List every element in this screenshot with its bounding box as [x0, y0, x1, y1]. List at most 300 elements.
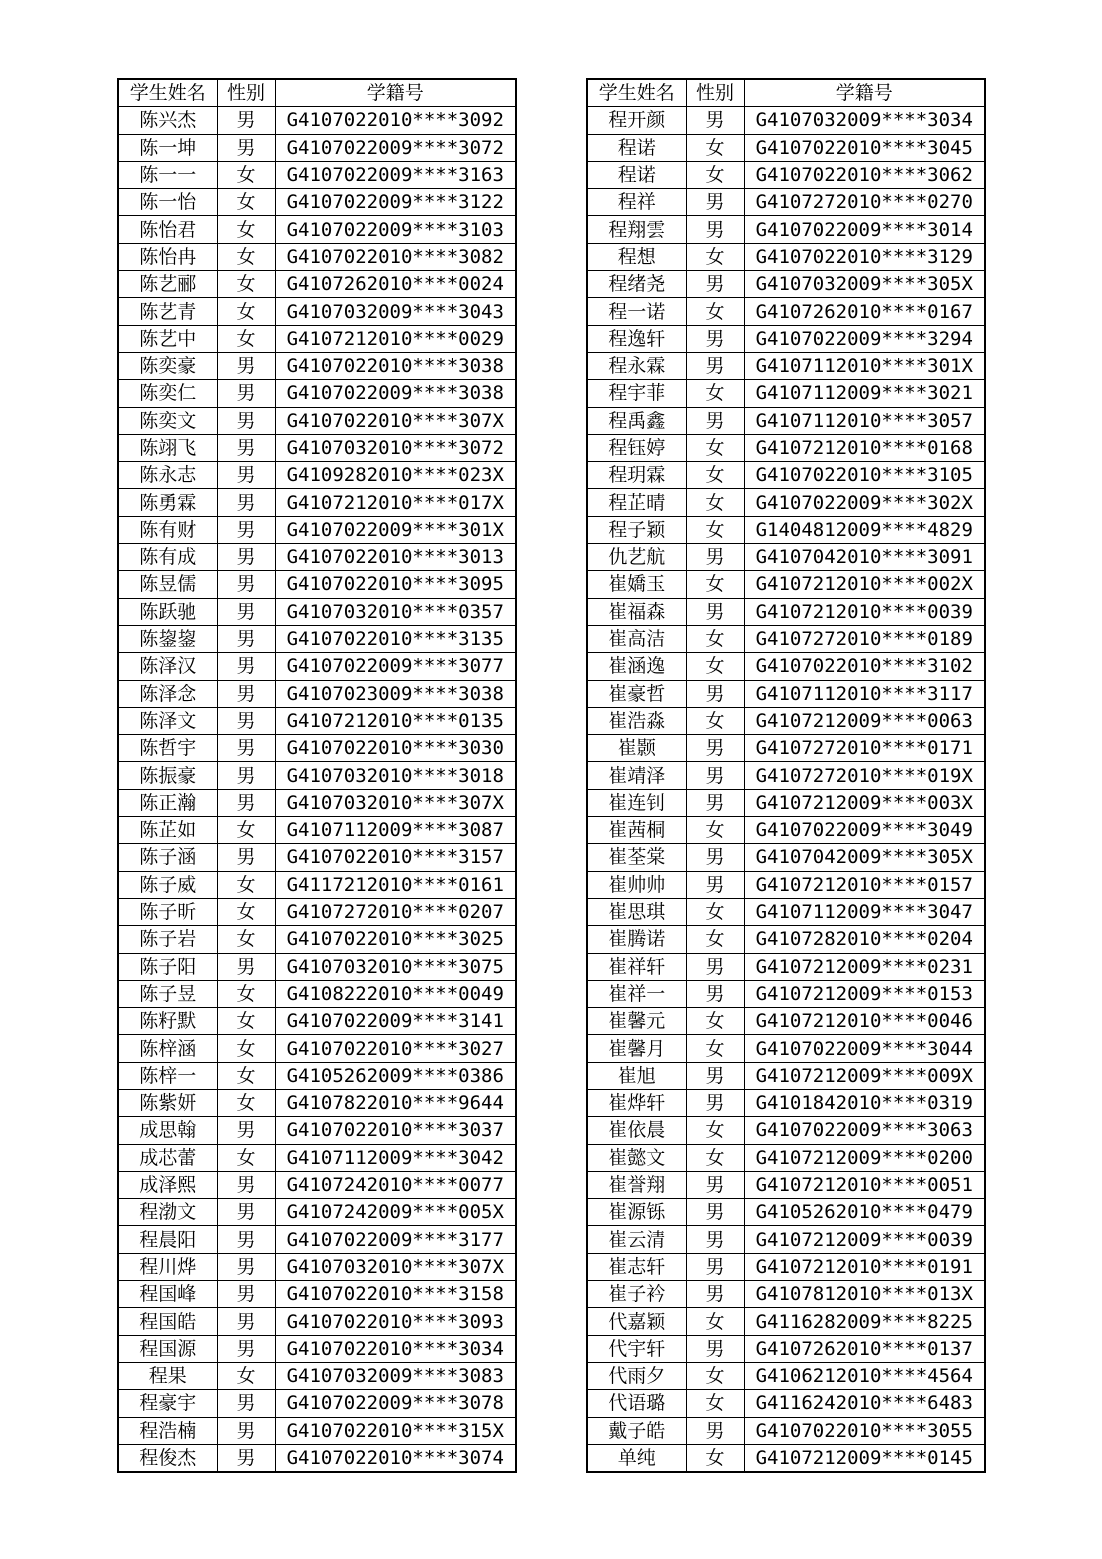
cell-student-name: 崔懿文	[587, 1144, 686, 1171]
table-row	[587, 216, 985, 243]
cell-student-name: 陈勇霖	[118, 489, 217, 516]
cell-student-name: 崔烨轩	[587, 1089, 686, 1116]
table-row	[587, 1089, 985, 1116]
cell-student-name: 崔志轩	[587, 1253, 686, 1280]
cell-gender: 男	[686, 1062, 744, 1089]
cell-student-id: G4107022009****302X	[744, 489, 985, 516]
cell-gender: 女	[686, 462, 744, 489]
cell-student-id: G4107022009****3044	[744, 1035, 985, 1062]
cell-student-id: G4107042009****305X	[744, 844, 985, 871]
cell-gender: 女	[217, 1362, 275, 1389]
table-row	[587, 161, 985, 188]
cell-student-id: G4107212009****0145	[744, 1444, 985, 1472]
cell-student-name: 陈艺青	[118, 298, 217, 325]
table-row	[587, 953, 985, 980]
cell-student-name: 崔高洁	[587, 625, 686, 652]
cell-gender: 男	[686, 1281, 744, 1308]
cell-student-id: G4107022010****3135	[275, 625, 516, 652]
cell-student-name: 陈振豪	[118, 762, 217, 789]
cell-student-name: 代雨夕	[587, 1362, 686, 1389]
cell-student-id: G4107032010****0357	[275, 598, 516, 625]
cell-gender: 女	[686, 926, 744, 953]
cell-student-id: G4107112010****301X	[744, 352, 985, 379]
cell-student-name: 崔浩淼	[587, 707, 686, 734]
cell-student-name: 陈子岩	[118, 926, 217, 953]
cell-student-id: G4107212010****0039	[744, 598, 985, 625]
cell-gender: 男	[217, 1117, 275, 1144]
cell-student-name: 崔源铄	[587, 1199, 686, 1226]
cell-gender: 女	[217, 216, 275, 243]
table-row	[118, 1390, 516, 1417]
cell-student-id: G4107022010****3062	[744, 161, 985, 188]
cell-student-name: 陈一一	[118, 161, 217, 188]
table-row	[118, 434, 516, 461]
cell-student-id: G4107032009****305X	[744, 271, 985, 298]
cell-student-name: 崔帅帅	[587, 871, 686, 898]
cell-student-id: G4107812010****013X	[744, 1281, 985, 1308]
cell-student-name: 崔馨月	[587, 1035, 686, 1062]
table-row	[587, 1362, 985, 1389]
cell-student-name: 陈籽默	[118, 1008, 217, 1035]
table-row	[118, 707, 516, 734]
table-row	[587, 1444, 985, 1472]
cell-student-name: 陈泽文	[118, 707, 217, 734]
table-row	[118, 817, 516, 844]
cell-student-id: G4107212010****0168	[744, 434, 985, 461]
cell-student-name: 程翔雲	[587, 216, 686, 243]
cell-student-name: 陈子阳	[118, 953, 217, 980]
cell-student-id: G4107032009****3083	[275, 1362, 516, 1389]
cell-student-name: 成思翰	[118, 1117, 217, 1144]
cell-student-id: G4107022010****3013	[275, 544, 516, 571]
cell-gender: 男	[217, 1308, 275, 1335]
cell-student-id: G4107022009****3077	[275, 653, 516, 680]
table-row	[118, 926, 516, 953]
table-row	[587, 1171, 985, 1198]
cell-student-name: 陈一怡	[118, 189, 217, 216]
cell-gender: 女	[686, 243, 744, 270]
cell-student-name: 陈梓一	[118, 1062, 217, 1089]
cell-student-id: G4107822010****9644	[275, 1089, 516, 1116]
cell-student-id: G4101842010****0319	[744, 1089, 985, 1116]
table-row	[118, 1144, 516, 1171]
cell-student-name: 程宇菲	[587, 380, 686, 407]
cell-student-name: 程绪尧	[587, 271, 686, 298]
cell-student-id: G4107112010****3117	[744, 680, 985, 707]
table-row	[587, 707, 985, 734]
cell-student-name: 程诺	[587, 134, 686, 161]
cell-gender: 男	[217, 1390, 275, 1417]
cell-gender: 男	[686, 789, 744, 816]
table-row	[118, 298, 516, 325]
table-row	[118, 1308, 516, 1335]
cell-student-id: G4107242010****0077	[275, 1171, 516, 1198]
cell-gender: 女	[217, 243, 275, 270]
cell-student-id: G4107022010****3027	[275, 1035, 516, 1062]
cell-student-name: 陈子涵	[118, 844, 217, 871]
cell-student-id: G4107022010****3045	[744, 134, 985, 161]
table-row	[587, 1390, 985, 1417]
cell-gender: 男	[686, 325, 744, 352]
table-row	[587, 107, 985, 134]
table-row	[118, 352, 516, 379]
cell-gender: 女	[217, 189, 275, 216]
cell-gender: 男	[217, 1226, 275, 1253]
table-row	[118, 407, 516, 434]
cell-student-name: 陈子昕	[118, 898, 217, 925]
cell-student-name: 崔思琪	[587, 898, 686, 925]
cell-student-name: 程川烨	[118, 1253, 217, 1280]
table-row	[587, 926, 985, 953]
cell-gender: 男	[217, 462, 275, 489]
cell-student-id: G4107212010****017X	[275, 489, 516, 516]
table-row	[587, 434, 985, 461]
cell-gender: 男	[217, 653, 275, 680]
table-row	[118, 1253, 516, 1280]
cell-student-name: 崔依晨	[587, 1117, 686, 1144]
cell-student-id: G4107272010****0189	[744, 625, 985, 652]
cell-student-id: G4107212009****0153	[744, 980, 985, 1007]
cell-gender: 男	[217, 1417, 275, 1444]
table-row	[118, 1171, 516, 1198]
table-row	[587, 325, 985, 352]
cell-gender: 女	[217, 980, 275, 1007]
cell-student-id: G4107212010****0157	[744, 871, 985, 898]
table-row	[587, 735, 985, 762]
cell-student-id: G4107272010****0270	[744, 189, 985, 216]
cell-student-id: G4107032010****3075	[275, 953, 516, 980]
cell-student-id: G4107032010****3072	[275, 434, 516, 461]
cell-student-name: 陈泽汉	[118, 653, 217, 680]
cell-gender: 女	[686, 298, 744, 325]
table-row	[587, 1117, 985, 1144]
cell-gender: 女	[217, 1008, 275, 1035]
cell-student-name: 代嘉颖	[587, 1308, 686, 1335]
table-row	[587, 625, 985, 652]
table-row	[118, 789, 516, 816]
cell-student-name: 陈哲宇	[118, 735, 217, 762]
cell-gender: 男	[686, 189, 744, 216]
table-row	[587, 189, 985, 216]
cell-student-name: 崔连钊	[587, 789, 686, 816]
cell-gender: 男	[217, 680, 275, 707]
cell-gender: 男	[686, 1417, 744, 1444]
cell-student-id: G4116242010****6483	[744, 1390, 985, 1417]
cell-student-name: 陈怡冉	[118, 243, 217, 270]
cell-student-name: 陈翊飞	[118, 434, 217, 461]
cell-gender: 女	[217, 271, 275, 298]
table-row	[118, 1062, 516, 1089]
cell-student-name: 陈跃驰	[118, 598, 217, 625]
table-row	[118, 161, 516, 188]
cell-gender: 女	[686, 1117, 744, 1144]
cell-student-id: G4107022010****3158	[275, 1281, 516, 1308]
table-row	[118, 489, 516, 516]
table-row	[118, 380, 516, 407]
cell-gender: 男	[217, 735, 275, 762]
cell-student-name: 程诺	[587, 161, 686, 188]
table-row	[118, 1117, 516, 1144]
cell-student-id: G4109282010****023X	[275, 462, 516, 489]
cell-student-id: G4107022009****3072	[275, 134, 516, 161]
cell-student-name: 程钰婷	[587, 434, 686, 461]
cell-gender: 男	[686, 1226, 744, 1253]
cell-gender: 男	[217, 1281, 275, 1308]
cell-student-name: 代语璐	[587, 1390, 686, 1417]
table-row	[587, 680, 985, 707]
cell-gender: 男	[686, 844, 744, 871]
cell-student-id: G4107022010****3092	[275, 107, 516, 134]
cell-student-id: G4107262010****0024	[275, 271, 516, 298]
cell-gender: 男	[217, 1199, 275, 1226]
cell-student-name: 陈正瀚	[118, 789, 217, 816]
cell-student-id: G4107032010****307X	[275, 789, 516, 816]
cell-student-id: G4107022010****315X	[275, 1417, 516, 1444]
cell-gender: 男	[686, 107, 744, 134]
cell-gender: 男	[217, 352, 275, 379]
table-row	[118, 953, 516, 980]
cell-gender: 男	[686, 1253, 744, 1280]
cell-gender: 女	[686, 571, 744, 598]
cell-gender: 女	[686, 1008, 744, 1035]
cell-student-id: G4107022010****3025	[275, 926, 516, 953]
cell-student-name: 程子颖	[587, 516, 686, 543]
cell-student-id: G4107023009****3038	[275, 680, 516, 707]
cell-student-name: 程禹鑫	[587, 407, 686, 434]
table-row	[118, 735, 516, 762]
cell-gender: 男	[217, 598, 275, 625]
cell-gender: 男	[217, 1335, 275, 1362]
cell-student-id: G4107242009****005X	[275, 1199, 516, 1226]
cell-student-name: 崔腾诺	[587, 926, 686, 953]
header-student-name: 学生姓名	[587, 79, 686, 107]
cell-gender: 女	[686, 707, 744, 734]
cell-gender: 女	[686, 1144, 744, 1171]
cell-student-id: G4107022009****3122	[275, 189, 516, 216]
cell-student-name: 陈奕文	[118, 407, 217, 434]
cell-gender: 男	[217, 762, 275, 789]
cell-student-id: G4107022010****3093	[275, 1308, 516, 1335]
cell-student-name: 程祥	[587, 189, 686, 216]
cell-gender: 男	[686, 1335, 744, 1362]
cell-student-name: 崔祥一	[587, 980, 686, 1007]
cell-gender: 男	[686, 271, 744, 298]
cell-student-id: G4107212009****0039	[744, 1226, 985, 1253]
cell-student-id: G4107212010****0029	[275, 325, 516, 352]
cell-student-id: G4107212010****0135	[275, 707, 516, 734]
cell-student-name: 成芯蕾	[118, 1144, 217, 1171]
cell-student-id: G4107022010****3082	[275, 243, 516, 270]
cell-student-name: 崔祥轩	[587, 953, 686, 980]
table-row	[118, 1199, 516, 1226]
cell-student-id: G4107112009****3042	[275, 1144, 516, 1171]
table-row	[587, 1308, 985, 1335]
cell-student-name: 程国源	[118, 1335, 217, 1362]
table-header-row	[587, 79, 985, 107]
table-row	[587, 544, 985, 571]
table-row	[118, 680, 516, 707]
cell-student-id: G4105262010****0479	[744, 1199, 985, 1226]
cell-student-id: G4107112010****3057	[744, 407, 985, 434]
cell-student-id: G4107022009****3063	[744, 1117, 985, 1144]
cell-gender: 女	[217, 1035, 275, 1062]
table-row	[587, 462, 985, 489]
cell-student-id: G4107272010****0171	[744, 735, 985, 762]
cell-student-name: 陈子威	[118, 871, 217, 898]
cell-student-name: 陈芷如	[118, 817, 217, 844]
cell-gender: 男	[217, 1253, 275, 1280]
table-row	[118, 1281, 516, 1308]
header-student-id: 学籍号	[275, 79, 516, 107]
table-row	[587, 134, 985, 161]
cell-student-id: G4107212010****0191	[744, 1253, 985, 1280]
cell-gender: 男	[217, 407, 275, 434]
header-gender: 性别	[686, 79, 744, 107]
table-row	[587, 489, 985, 516]
cell-gender: 男	[217, 134, 275, 161]
cell-gender: 男	[217, 707, 275, 734]
cell-student-name: 陈艺中	[118, 325, 217, 352]
cell-student-name: 崔誉翔	[587, 1171, 686, 1198]
cell-student-name: 程开颜	[587, 107, 686, 134]
table-row	[587, 844, 985, 871]
cell-student-name: 程俊杰	[118, 1444, 217, 1472]
table-row	[587, 1144, 985, 1171]
cell-gender: 女	[217, 898, 275, 925]
cell-student-id: G4107022009****3103	[275, 216, 516, 243]
cell-student-id: G4107022010****3055	[744, 1417, 985, 1444]
cell-student-name: 陈紫妍	[118, 1089, 217, 1116]
cell-student-name: 崔靖泽	[587, 762, 686, 789]
cell-student-id: G4116282009****8225	[744, 1308, 985, 1335]
table-row	[118, 1008, 516, 1035]
cell-student-id: G4107022009****3049	[744, 817, 985, 844]
cell-student-name: 程渤文	[118, 1199, 217, 1226]
cell-student-id: G4107022010****3095	[275, 571, 516, 598]
cell-gender: 男	[217, 544, 275, 571]
table-row	[118, 1417, 516, 1444]
cell-student-id: G4107272010****019X	[744, 762, 985, 789]
cell-student-id: G4107042010****3091	[744, 544, 985, 571]
cell-gender: 女	[686, 1035, 744, 1062]
cell-gender: 女	[686, 434, 744, 461]
table-row	[118, 189, 516, 216]
cell-student-id: G4107212009****0063	[744, 707, 985, 734]
cell-student-id: G4107022009****301X	[275, 516, 516, 543]
table-row	[587, 1008, 985, 1035]
table-row	[118, 1362, 516, 1389]
cell-gender: 男	[686, 735, 744, 762]
cell-student-name: 崔馨元	[587, 1008, 686, 1035]
cell-gender: 女	[686, 134, 744, 161]
cell-gender: 女	[217, 817, 275, 844]
cell-student-id: G4107112009****3047	[744, 898, 985, 925]
table-row	[587, 1335, 985, 1362]
cell-student-id: G4107212009****0231	[744, 953, 985, 980]
cell-student-name: 陈一坤	[118, 134, 217, 161]
cell-student-name: 程芷晴	[587, 489, 686, 516]
table-row	[587, 271, 985, 298]
table-row	[587, 1226, 985, 1253]
table-row	[118, 516, 516, 543]
cell-student-name: 崔荃棠	[587, 844, 686, 871]
cell-student-id: G4107032010****307X	[275, 1253, 516, 1280]
cell-student-id: G4107022010****3030	[275, 735, 516, 762]
table-row	[587, 1253, 985, 1280]
cell-gender: 女	[686, 380, 744, 407]
cell-student-name: 程永霖	[587, 352, 686, 379]
table-row	[118, 1035, 516, 1062]
table-row	[587, 653, 985, 680]
cell-student-name: 陈兴杰	[118, 107, 217, 134]
table-row	[118, 980, 516, 1007]
cell-student-name: 陈怡君	[118, 216, 217, 243]
table-row	[118, 1089, 516, 1116]
table-body	[587, 107, 985, 1472]
cell-student-name: 程一诺	[587, 298, 686, 325]
cell-gender: 男	[686, 1199, 744, 1226]
cell-student-id: G4107262010****0137	[744, 1335, 985, 1362]
table-row	[118, 762, 516, 789]
cell-student-name: 程想	[587, 243, 686, 270]
cell-gender: 女	[686, 625, 744, 652]
cell-student-id: G4107022009****3078	[275, 1390, 516, 1417]
cell-student-id: G4107022010****3074	[275, 1444, 516, 1472]
cell-student-name: 崔云清	[587, 1226, 686, 1253]
cell-student-id: G4107212010****0051	[744, 1171, 985, 1198]
cell-student-id: G4107112009****3021	[744, 380, 985, 407]
cell-gender: 男	[686, 216, 744, 243]
cell-student-name: 代宇轩	[587, 1335, 686, 1362]
cell-student-id: G4107022009****3294	[744, 325, 985, 352]
cell-student-id: G4117212010****0161	[275, 871, 516, 898]
cell-student-name: 程玥霖	[587, 462, 686, 489]
table-row	[587, 1417, 985, 1444]
cell-gender: 男	[217, 625, 275, 652]
cell-gender: 男	[217, 1171, 275, 1198]
cell-gender: 男	[686, 407, 744, 434]
cell-student-id: G4107022009****3141	[275, 1008, 516, 1035]
cell-student-name: 陈鋆鋆	[118, 625, 217, 652]
table-row	[587, 789, 985, 816]
cell-gender: 男	[686, 1171, 744, 1198]
cell-gender: 男	[686, 762, 744, 789]
cell-student-name: 程豪宇	[118, 1390, 217, 1417]
table-row	[587, 516, 985, 543]
cell-gender: 女	[217, 298, 275, 325]
table-row	[587, 243, 985, 270]
cell-gender: 男	[217, 789, 275, 816]
table-row	[118, 844, 516, 871]
cell-student-name: 程逸轩	[587, 325, 686, 352]
cell-student-name: 陈奕豪	[118, 352, 217, 379]
cell-gender: 女	[686, 898, 744, 925]
cell-gender: 女	[686, 817, 744, 844]
cell-student-name: 陈艺郦	[118, 271, 217, 298]
table-row	[118, 271, 516, 298]
cell-gender: 男	[686, 352, 744, 379]
cell-gender: 女	[217, 871, 275, 898]
table-row	[118, 598, 516, 625]
table-row	[118, 107, 516, 134]
cell-gender: 男	[217, 516, 275, 543]
cell-student-name: 戴子皓	[587, 1417, 686, 1444]
header-student-name: 学生姓名	[118, 79, 217, 107]
cell-student-name: 崔嬌玉	[587, 571, 686, 598]
cell-student-id: G4105262009****0386	[275, 1062, 516, 1089]
cell-student-id: G4107032009****3043	[275, 298, 516, 325]
table-row	[118, 1335, 516, 1362]
